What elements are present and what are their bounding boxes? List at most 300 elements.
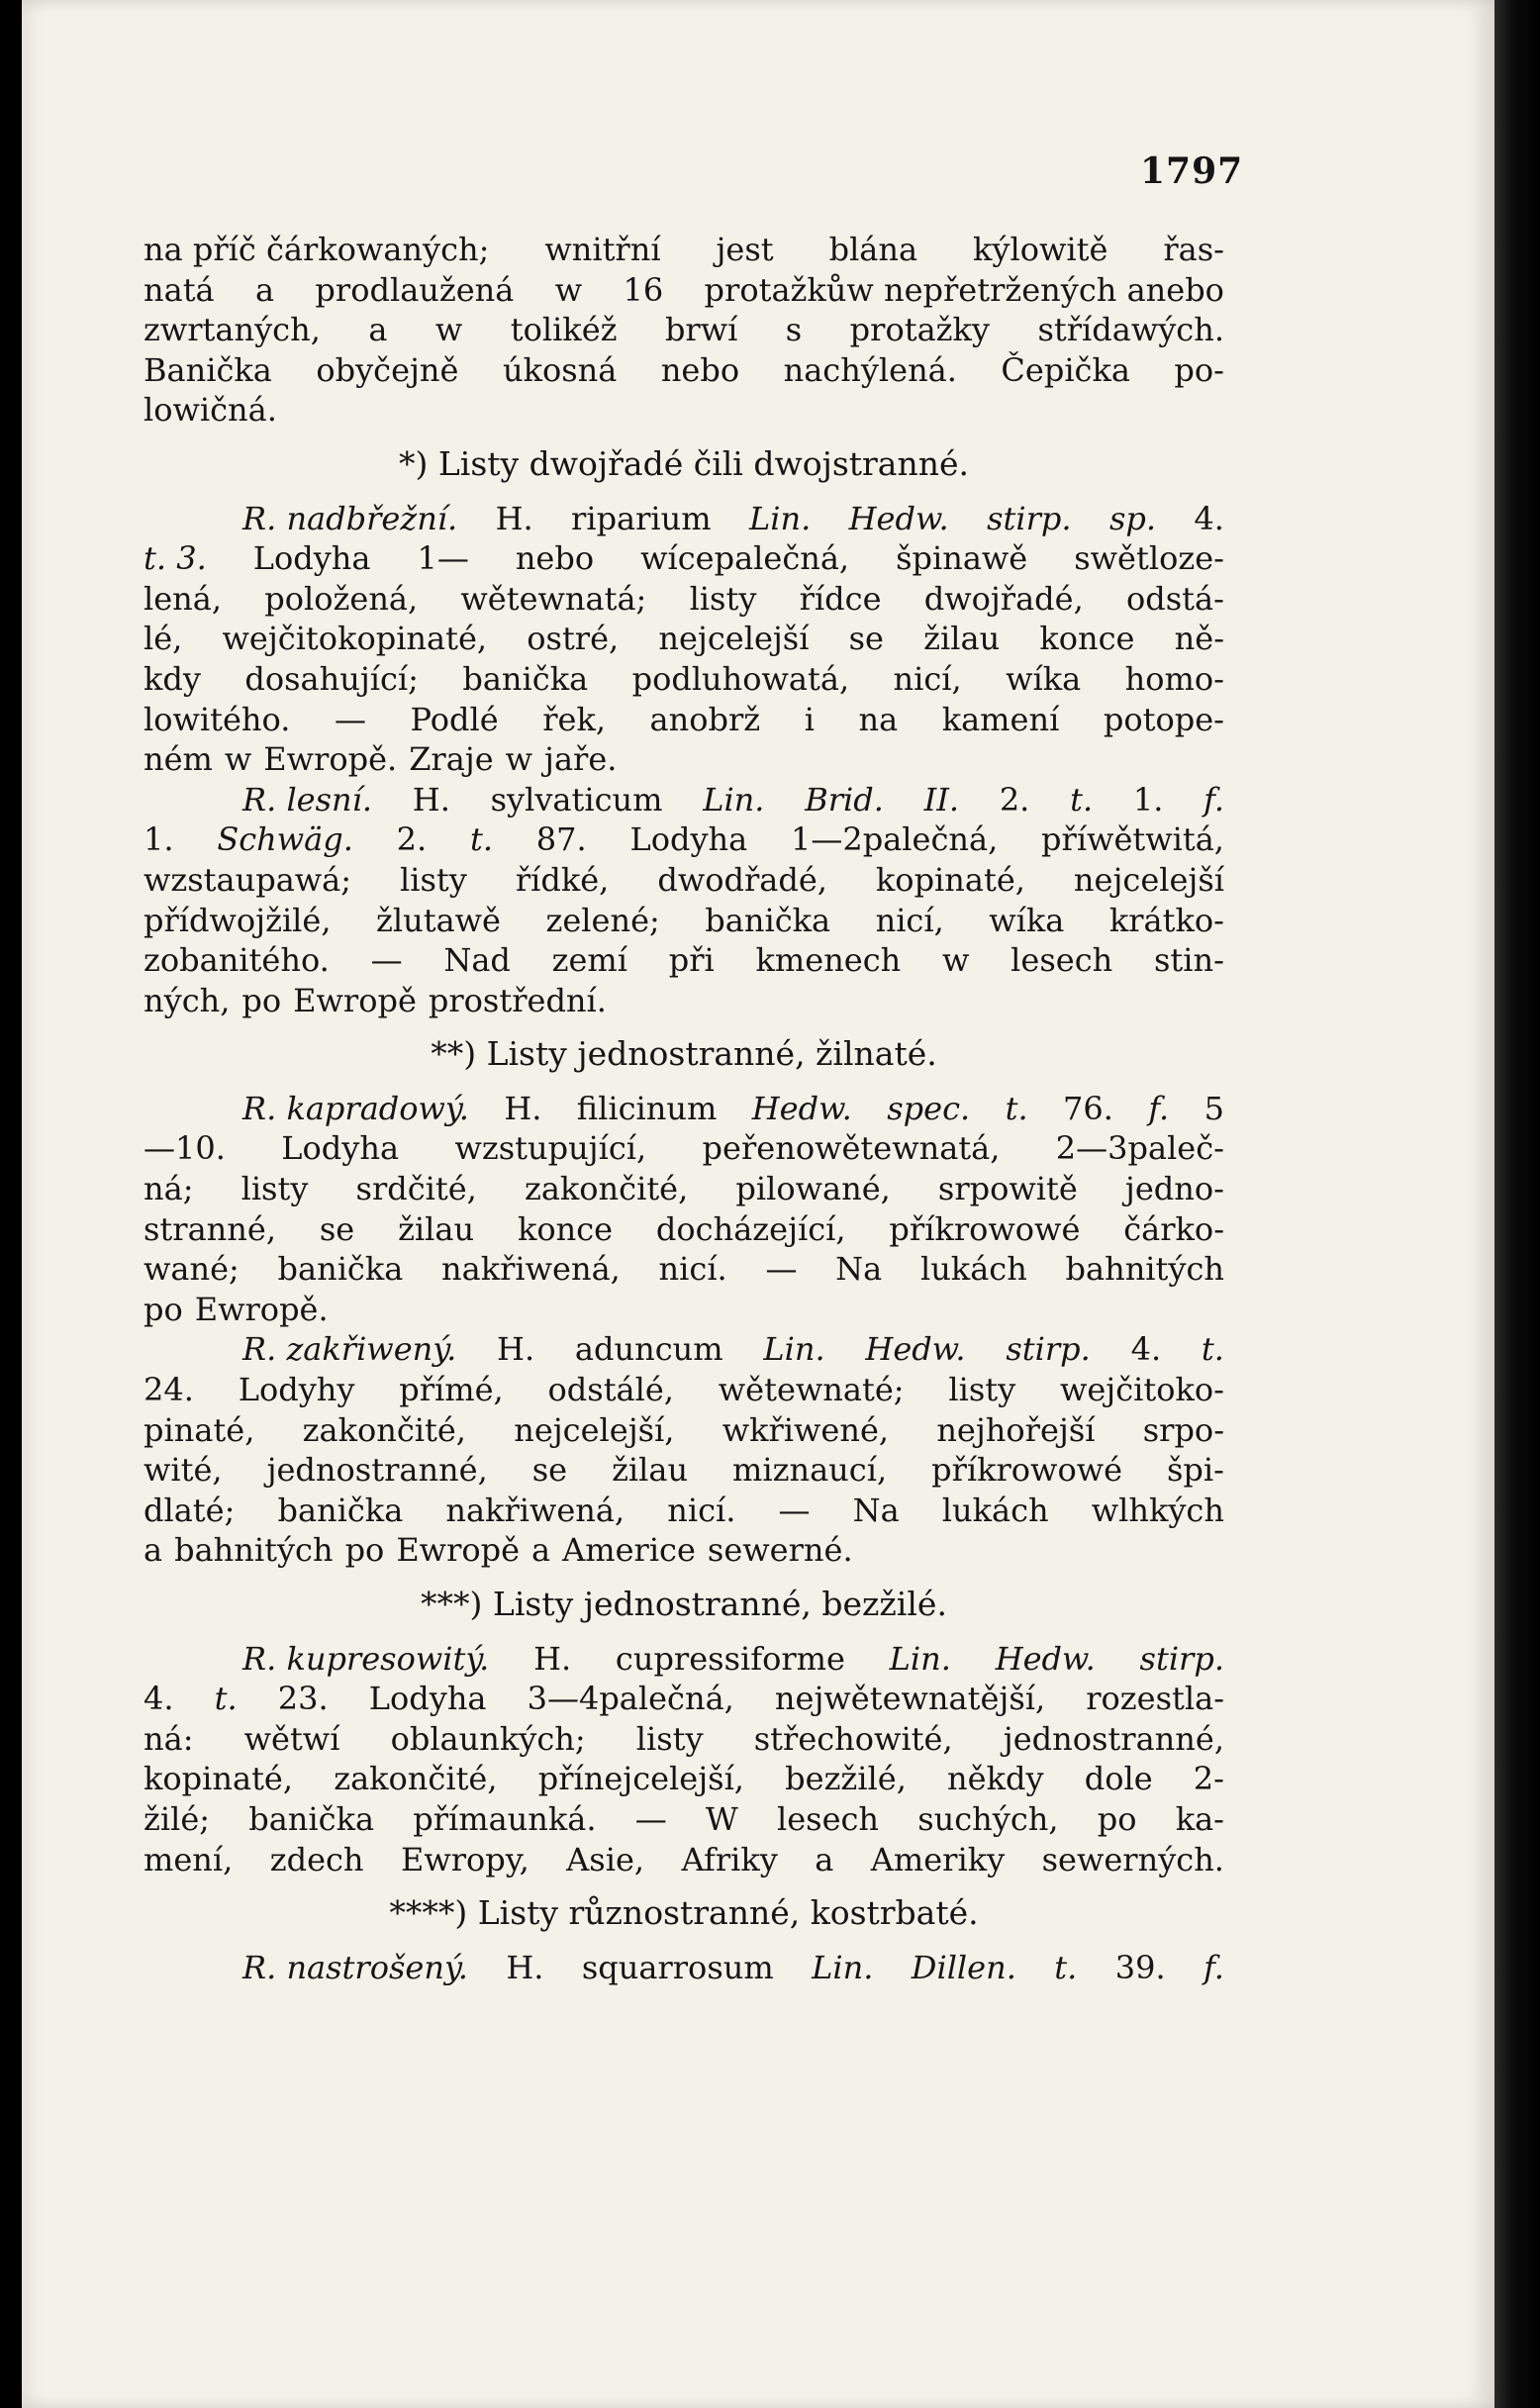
word: nejcelejší <box>658 620 810 658</box>
spacer <box>144 1075 1224 1089</box>
word: se <box>848 620 884 658</box>
word: po <box>1097 1799 1137 1838</box>
word <box>703 780 764 820</box>
word: 24. <box>144 1371 194 1409</box>
word: wané; <box>144 1250 240 1289</box>
word: a <box>254 270 275 309</box>
spacer <box>144 431 1224 444</box>
word: *) Listy dwojřadé čili dwojstranné. <box>398 443 969 483</box>
word: banička <box>705 901 831 939</box>
word: kamení <box>941 700 1060 738</box>
spacer <box>144 485 1224 499</box>
spacer <box>144 1625 1224 1639</box>
italic-word: II. <box>923 780 960 819</box>
word: rozestla- <box>1086 1680 1224 1718</box>
book-page <box>22 0 1494 2408</box>
word: natá <box>144 270 215 309</box>
word: peřenowětewnatá, <box>702 1129 1001 1168</box>
word <box>887 1089 970 1129</box>
word: homo- <box>1124 659 1224 698</box>
word: lowičná. <box>144 391 277 430</box>
word: nejwětewnatější, <box>774 1680 1046 1718</box>
word: srdčité, <box>355 1170 477 1208</box>
word: zelené; <box>545 901 660 939</box>
text-line <box>144 619 1224 659</box>
italic-word: Brid. <box>805 780 884 819</box>
text-line <box>144 1450 1224 1491</box>
text-line <box>144 940 1224 981</box>
word: 1— <box>417 539 469 578</box>
word: přídwojžilé, <box>144 901 332 939</box>
text-line <box>144 1530 1224 1571</box>
body-text <box>144 230 1224 1987</box>
word: pilowané, <box>735 1170 891 1208</box>
page-number: 1797 <box>1140 150 1244 192</box>
word: nicí, <box>893 659 962 698</box>
word <box>242 1639 489 1680</box>
word: mení, <box>144 1840 234 1878</box>
word <box>805 780 884 820</box>
text-line <box>144 1370 1224 1410</box>
word: H. <box>533 1639 572 1678</box>
word: pinaté, <box>144 1410 255 1449</box>
word <box>217 819 353 860</box>
word: prodlaužená <box>315 270 515 309</box>
word: ****) Listy různostranné, kostrbaté. <box>389 1893 979 1933</box>
word: Podlé <box>410 700 499 738</box>
text-line <box>144 860 1224 901</box>
word: — <box>334 700 366 738</box>
word: jest <box>716 231 774 268</box>
text-line <box>144 538 1224 579</box>
section-heading <box>144 1034 1224 1075</box>
word: střídawých. <box>1037 311 1224 349</box>
word: wité, <box>144 1451 223 1490</box>
word: wíka <box>989 901 1065 939</box>
word: dwodřadé, <box>657 860 827 899</box>
word <box>242 780 372 820</box>
word: — <box>765 1250 798 1289</box>
word: podluhowatá, <box>631 659 850 698</box>
text-line <box>144 1249 1224 1290</box>
word: protažky <box>849 311 990 349</box>
word: Lodyhy <box>238 1371 355 1409</box>
word: kopinaté, <box>875 860 1025 899</box>
word: po <box>344 1531 385 1570</box>
word: Lodyha <box>252 539 371 578</box>
word: špi- <box>1167 1451 1224 1490</box>
word: i <box>804 700 815 738</box>
word: lukách <box>941 1491 1049 1529</box>
word: bahnitých <box>174 1531 334 1570</box>
word: kdy <box>144 659 201 698</box>
word: —10. <box>144 1129 226 1168</box>
word: zobanitého. <box>144 941 330 980</box>
word: čárko- <box>1123 1209 1224 1248</box>
word: H. <box>506 1948 544 1986</box>
word: kopinaté, <box>144 1760 294 1798</box>
word: srpo- <box>1142 1410 1224 1449</box>
word: žilau <box>398 1209 475 1248</box>
word: dosahující; <box>244 659 419 698</box>
word: protažkůw nepřetržených anebo <box>704 270 1224 309</box>
word: 4. <box>1130 1330 1162 1369</box>
word: 87. <box>535 820 587 859</box>
word: nicí. <box>658 1250 727 1289</box>
word: bahnitých <box>1065 1250 1224 1289</box>
text-line <box>144 1410 1224 1451</box>
text-line <box>144 390 1224 431</box>
word: banička <box>277 1250 404 1289</box>
word: w <box>554 270 583 309</box>
text-line <box>144 350 1224 391</box>
word: zakončité, <box>334 1760 498 1798</box>
word: kmenech <box>755 941 902 980</box>
word: — <box>370 941 403 980</box>
word: Ewropě <box>396 1531 521 1570</box>
word: wlhkých <box>1091 1491 1224 1529</box>
word: potope- <box>1103 700 1224 738</box>
word: řek, <box>542 700 606 738</box>
word: řídce <box>799 579 882 618</box>
word <box>752 1089 852 1129</box>
word <box>1148 1089 1169 1129</box>
word: oblaunkých; <box>390 1719 586 1758</box>
word: střechowité, <box>753 1719 953 1758</box>
italic-word: R. zakřiwený. <box>242 1330 457 1369</box>
word: položená, <box>264 579 419 618</box>
word: W <box>705 1799 738 1838</box>
word: někdy <box>947 1760 1044 1798</box>
word: 2. <box>999 780 1030 819</box>
word: w <box>224 740 252 779</box>
word: obyčejně <box>316 350 459 389</box>
word <box>924 780 959 820</box>
word: wětewnaté; <box>718 1371 905 1409</box>
word: zwrtaných, <box>144 311 321 349</box>
word: nachýlená. <box>783 350 957 389</box>
italic-word: t. <box>1054 1948 1078 1986</box>
italic-word: Hedw. <box>848 499 949 537</box>
word: nejhořejší <box>936 1410 1096 1449</box>
word: nebo <box>660 350 740 389</box>
word: se <box>531 1451 568 1490</box>
word: nicí. <box>667 1491 736 1529</box>
word: odstálé, <box>547 1371 674 1409</box>
word: banička <box>277 1491 404 1529</box>
word <box>1070 780 1093 820</box>
italic-word: stirp. <box>1139 1639 1224 1678</box>
word: jednostranné, <box>1003 1719 1224 1758</box>
word: listy <box>400 860 467 899</box>
word: cupressiforme <box>615 1639 845 1678</box>
word: w <box>505 740 533 779</box>
text-line <box>144 1491 1224 1531</box>
word: ka- <box>1175 1799 1224 1838</box>
word: Banička <box>144 350 272 389</box>
italic-word: t. <box>1005 1089 1028 1127</box>
word: Lodyha <box>281 1129 400 1168</box>
word: Americe <box>562 1531 696 1570</box>
word <box>865 1329 965 1370</box>
word: 4. <box>144 1680 174 1718</box>
word: tolikéž <box>510 311 618 349</box>
word: docházející, <box>655 1209 846 1248</box>
word: H. <box>495 499 533 537</box>
word: blána <box>828 231 918 268</box>
word: Na <box>835 1250 883 1289</box>
word: žilau <box>612 1451 689 1490</box>
word <box>242 1948 468 1988</box>
word: wětewnatá; <box>460 579 647 618</box>
word: wzstaupawá; <box>144 860 352 899</box>
word: ném <box>144 740 213 779</box>
word: řídké, <box>515 860 610 899</box>
word: s <box>785 311 803 349</box>
word: se <box>319 1209 355 1248</box>
word: po <box>144 1290 183 1328</box>
italic-word: R. kupresowitý. <box>242 1639 490 1678</box>
word <box>215 1679 238 1719</box>
word: wětwí <box>243 1719 340 1758</box>
text-line <box>144 981 1224 1021</box>
text-line <box>144 1089 1224 1129</box>
word: Ewropy, <box>400 1840 529 1878</box>
word: Ewropě. <box>263 740 398 779</box>
word: bezžilé, <box>785 1760 907 1798</box>
text-line <box>144 270 1224 311</box>
text-line <box>144 1169 1224 1209</box>
text-line <box>144 1639 1224 1680</box>
word <box>749 499 811 539</box>
word: 39. <box>1114 1948 1166 1986</box>
word: 3—4palečná, <box>527 1680 734 1718</box>
word: srpowitě <box>937 1170 1078 1208</box>
word <box>242 1089 469 1129</box>
word: lé, <box>144 620 183 658</box>
word: banička <box>248 1799 375 1838</box>
word: nebo <box>515 539 595 578</box>
word <box>1203 1948 1224 1988</box>
word: Zraje <box>409 740 494 779</box>
word <box>242 499 457 539</box>
word: 1. <box>1132 780 1164 819</box>
italic-word: t. <box>1070 780 1094 819</box>
word: wejčitokopinaté, <box>222 620 488 658</box>
word: dlaté; <box>144 1491 236 1529</box>
italic-word: Dillen. <box>911 1948 1016 1986</box>
word: 1—2palečná, <box>791 820 999 859</box>
text-line <box>144 1948 1224 1988</box>
word: stin- <box>1153 941 1224 980</box>
word: a <box>815 1840 834 1878</box>
word: ná: <box>144 1719 194 1758</box>
word <box>763 1329 824 1370</box>
word: nejcelejší, <box>514 1410 675 1449</box>
word: anobrž <box>649 700 761 738</box>
word <box>849 499 949 539</box>
word: na příč čárkowaných; <box>144 231 490 268</box>
word: nakřiwená, <box>445 1491 626 1529</box>
word: řas- <box>1163 231 1224 268</box>
text-line <box>144 1719 1224 1760</box>
word: filicinum <box>576 1089 718 1127</box>
italic-word: t. 3. <box>144 539 207 578</box>
text-line <box>144 310 1224 350</box>
word: jedno- <box>1124 1170 1224 1208</box>
word <box>987 499 1071 539</box>
word: prostřední. <box>428 981 607 1019</box>
text-line <box>144 499 1224 539</box>
word <box>890 1639 951 1680</box>
word: při <box>668 941 715 980</box>
word: Lodyha <box>629 820 748 859</box>
word <box>1140 1639 1224 1680</box>
italic-word: spec. <box>887 1089 971 1127</box>
word: ***) Listy jednostranné, bezžilé. <box>421 1585 947 1623</box>
text-line <box>144 901 1224 941</box>
word: lowitého. <box>144 700 291 738</box>
word: brwí <box>664 311 738 349</box>
word: konce <box>1039 620 1135 658</box>
word: Lodyha <box>368 1680 487 1718</box>
word: lesech <box>1011 941 1113 980</box>
word <box>912 1948 1016 1988</box>
word: sylvaticum <box>490 780 663 819</box>
word <box>242 1329 456 1370</box>
word: swětloze- <box>1074 539 1224 578</box>
italic-word: Lin. <box>703 780 765 819</box>
word: zdech <box>269 1840 364 1878</box>
word: ostré, <box>527 620 620 658</box>
word: wejčitoko- <box>1059 1371 1224 1409</box>
word: přímaunká. <box>413 1799 597 1838</box>
text-line <box>144 1209 1224 1250</box>
italic-word: R. kapradowý. <box>242 1089 469 1127</box>
book-spine-shadow <box>1494 0 1540 2408</box>
word: příkrowowé <box>889 1209 1081 1248</box>
spacer <box>144 1571 1224 1585</box>
section-heading <box>144 1893 1224 1934</box>
word: přínejcelejší, <box>537 1760 744 1798</box>
italic-word: Lin. <box>748 499 812 537</box>
italic-word: stirp. <box>1006 1330 1091 1369</box>
word: jaře. <box>544 740 618 779</box>
word: ně- <box>1174 620 1224 658</box>
word: nicí, <box>875 901 944 939</box>
word: Ewropě <box>293 981 417 1019</box>
word: Asie, <box>566 1840 645 1878</box>
italic-word: Hedw. <box>865 1330 966 1369</box>
italic-word: f. <box>1203 780 1224 819</box>
word: kýlowitě <box>973 231 1108 268</box>
word: na <box>858 700 899 738</box>
word: 23. <box>277 1680 329 1718</box>
word: konce <box>517 1209 614 1248</box>
word: přímé, <box>399 1371 504 1409</box>
word: 5 <box>1203 1089 1224 1127</box>
word: 2- <box>1193 1760 1224 1798</box>
word: wíka <box>1006 659 1082 698</box>
italic-word: t. <box>214 1680 238 1718</box>
word: dwojřadé, <box>923 579 1084 618</box>
word <box>996 1639 1096 1680</box>
word: sewerných. <box>1041 1840 1224 1878</box>
word: 2. <box>396 820 428 859</box>
word <box>812 1948 873 1988</box>
word: lukách <box>919 1250 1027 1289</box>
word: ných, <box>144 981 231 1019</box>
word: zakončité, <box>524 1170 689 1208</box>
word: **) Listy jednostranné, žilnaté. <box>431 1034 937 1074</box>
word: listy <box>689 579 757 618</box>
word: H. <box>504 1089 542 1127</box>
word: banička <box>462 659 589 698</box>
word: 16 <box>623 270 664 309</box>
word: — <box>778 1491 811 1529</box>
word: wzstupující, <box>454 1129 647 1168</box>
word: špinawě <box>896 539 1028 578</box>
word: dole <box>1084 1760 1153 1798</box>
word: nejcelejší <box>1073 860 1224 899</box>
italic-word: R. nastrošený. <box>242 1948 468 1986</box>
word: Nad <box>443 941 511 980</box>
italic-word: t. <box>1201 1330 1224 1369</box>
word: H. <box>412 780 450 819</box>
italic-word: t. <box>469 820 494 859</box>
italic-word: stirp. <box>987 499 1072 537</box>
word: Ewropě. <box>194 1290 329 1328</box>
italic-word: Schwäg. <box>217 820 353 859</box>
italic-word: f. <box>1148 1089 1170 1127</box>
section-heading <box>144 1585 1224 1625</box>
word: w <box>942 941 970 980</box>
text-line <box>144 739 1224 780</box>
word: lená, <box>144 579 223 618</box>
word: 4. <box>1194 499 1224 537</box>
word <box>1006 1329 1090 1370</box>
text-line <box>144 1290 1224 1330</box>
text-line <box>144 230 1224 270</box>
italic-word: Hedw. <box>751 1089 852 1127</box>
word: příkrowowé <box>931 1451 1123 1490</box>
italic-word: R. lesní. <box>242 780 373 819</box>
word: ná; <box>144 1170 194 1208</box>
word: listy <box>635 1719 704 1758</box>
text-line <box>144 1799 1224 1840</box>
italic-word: Lin. <box>889 1639 951 1678</box>
text-line <box>144 1679 1224 1719</box>
text-line <box>144 1128 1224 1169</box>
word: a <box>531 1531 551 1570</box>
word <box>1109 499 1156 539</box>
word: wnitřní <box>544 231 661 268</box>
word: po- <box>1174 350 1224 389</box>
word: stranné, <box>144 1209 276 1248</box>
spacer <box>144 1020 1224 1034</box>
word: 2—3paleč- <box>1055 1129 1224 1168</box>
word: w <box>434 311 463 349</box>
italic-word: Lin. <box>812 1948 874 1986</box>
word <box>1006 1089 1028 1129</box>
word: žlutawě <box>376 901 501 939</box>
word: listy <box>948 1371 1016 1409</box>
word: wkřiwené, <box>722 1410 890 1449</box>
spacer <box>144 1879 1224 1893</box>
word: žilau <box>923 620 1001 658</box>
word <box>1203 780 1224 820</box>
text-line <box>144 1759 1224 1799</box>
